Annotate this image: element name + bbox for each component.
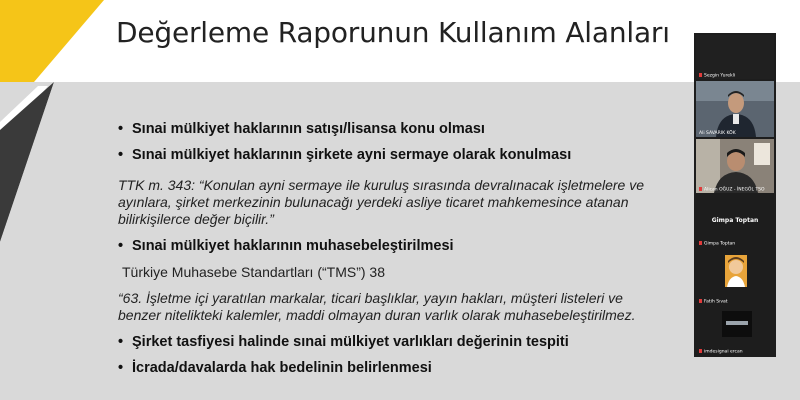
bullet-text: Sınai mülkiyet haklarının satışı/lisansa konu olması bbox=[132, 121, 485, 137]
participant-video-panel[interactable] bbox=[694, 33, 776, 357]
muted-mic-icon bbox=[699, 349, 702, 353]
bullet-item bbox=[118, 147, 571, 163]
participant-name: Alican OĞUZ - İNEGÖL TSO bbox=[699, 187, 765, 193]
participant-video-icon bbox=[696, 139, 774, 193]
muted-mic-icon bbox=[699, 299, 702, 303]
slide-title: Değerleme Raporunun Kullanım Alanları bbox=[116, 16, 670, 49]
bullet-text: Şirket tasfiyesi halinde sınai mülkiyet varlıkları değerinin tespiti bbox=[132, 334, 569, 350]
participant-tile[interactable] bbox=[696, 35, 774, 79]
ttk-quote-text: TTK m. 343: “Konulan ayni sermaye ile kuruluş sırasında devralınacak işletmelere ve bbox=[118, 177, 645, 193]
bullet-dot: • bbox=[118, 334, 124, 350]
participant-video-icon bbox=[696, 81, 774, 137]
ttk-quote-line bbox=[118, 177, 644, 193]
participant-name: Gimpa Toptan bbox=[699, 241, 735, 247]
bullet-dot: • bbox=[118, 147, 124, 163]
participant-name: Ali SAVARIK KÖK bbox=[699, 131, 736, 136]
participant-avatar-icon bbox=[696, 251, 774, 305]
muted-mic-icon bbox=[699, 187, 702, 191]
participant-tile[interactable] bbox=[696, 81, 774, 137]
participant-tile[interactable] bbox=[696, 251, 774, 305]
bullet-dot: • bbox=[118, 238, 124, 254]
participant-tile[interactable] bbox=[696, 229, 774, 247]
tms-quote-line: “63. İşletme içi yaratılan markalar, ticari başlıklar, yayın hakları, müşteri listeleri ve bbox=[118, 290, 623, 306]
participant-tile[interactable] bbox=[696, 309, 774, 355]
bullet-item bbox=[118, 238, 454, 254]
bullet-text: Sınai mülkiyet haklarının muhasebeleştirilmesi bbox=[132, 238, 454, 254]
dark-stripe-decoration bbox=[0, 82, 70, 400]
ttk-quote-line: ayınlara, şirket merkezinin bulunacağı yerdeki asliye ticaret mahkemesince atanan bbox=[118, 194, 629, 210]
bullet-item bbox=[118, 360, 432, 376]
ttk-quote-line: bilirkişilerce değer biçilir.” bbox=[118, 211, 274, 227]
tms-reference: Türkiye Muhasebe Standartları (“TMS”) 38 bbox=[122, 264, 385, 280]
participant-name: Fatih Sıvat bbox=[699, 299, 728, 305]
participant-name: Sezgin Yurekli bbox=[699, 73, 735, 79]
active-speaker-name: Gimpa Toptan bbox=[711, 217, 759, 224]
muted-mic-icon bbox=[699, 241, 702, 245]
bullet-item bbox=[118, 334, 569, 350]
bullet-item bbox=[118, 121, 485, 137]
participant-tile[interactable] bbox=[696, 139, 774, 193]
bullet-dot: • bbox=[118, 121, 124, 137]
bullet-text: İcrada/davalarda hak bedelinin belirlenmesi bbox=[132, 360, 432, 376]
participant-name: imdesignai ercan bbox=[699, 349, 743, 355]
muted-mic-icon bbox=[699, 73, 702, 77]
tms-quote-line: benzer nitelikteki kalemler, maddi olmayan duran varlık olarak muhasebeleştirilmez. bbox=[118, 307, 636, 323]
bullet-text: Sınai mülkiyet haklarının şirkete ayni sermaye olarak konulması bbox=[132, 147, 572, 163]
bullet-dot: • bbox=[118, 360, 124, 376]
